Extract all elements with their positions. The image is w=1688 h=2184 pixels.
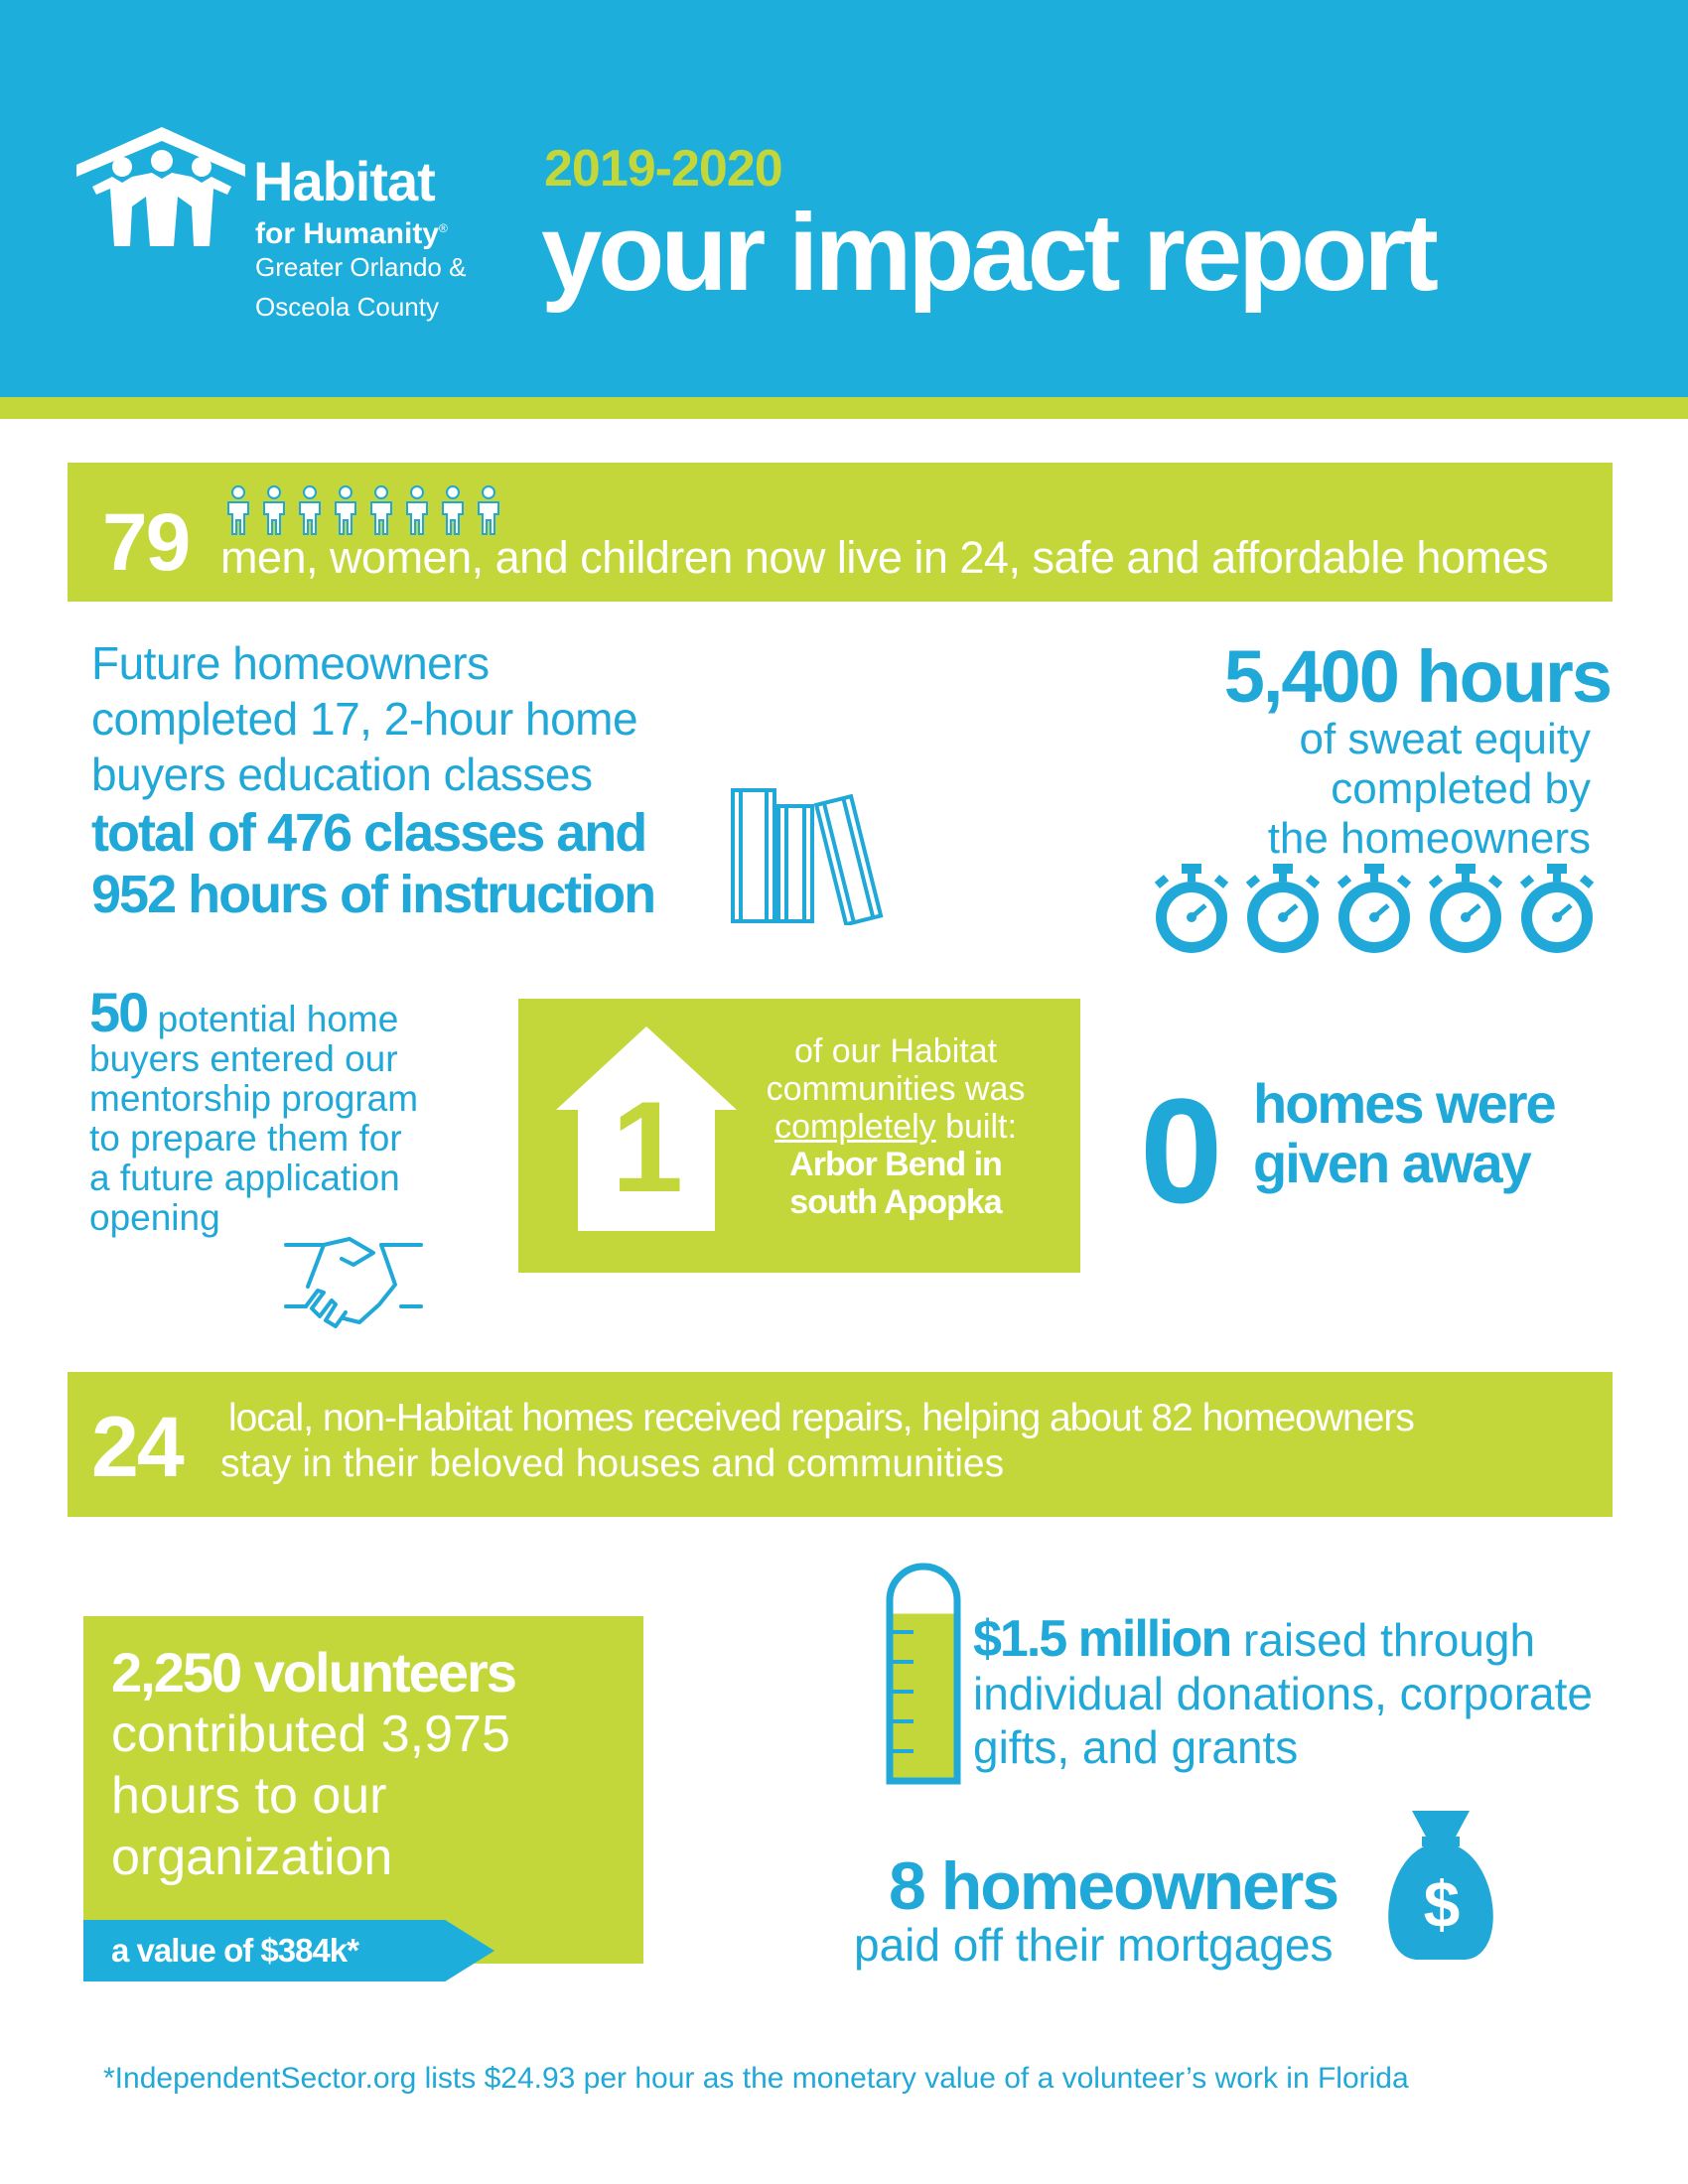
page-title: your impact report [541, 192, 1435, 314]
community-line1: of our Habitat [793, 1032, 998, 1070]
community-line3 [741, 1108, 1051, 1146]
header-stripe [0, 397, 1688, 419]
mentorship-line5: a future application [89, 1158, 400, 1198]
handshake-icon [284, 1229, 423, 1332]
logo-name: Habitat [253, 150, 435, 212]
mentorship-line4: to prepare them for [89, 1118, 402, 1159]
education-line4: total of 476 classes and [91, 803, 646, 863]
mentorship-text [89, 981, 419, 1238]
thermometer-icon [884, 1561, 963, 1789]
giveaway-line1: homes were [1253, 1072, 1555, 1135]
logo-tagline-text: for Humanity [255, 217, 440, 250]
community-line3-underlined: completely [774, 1108, 936, 1146]
fundraising-line2: individual donations, corporate [973, 1668, 1593, 1719]
sweat-equity-line3: the homeowners [1267, 814, 1591, 863]
mortgages-headline: 8 homeowners [889, 1848, 1338, 1924]
fundraising-line1-text: raised through [1230, 1614, 1536, 1666]
repairs-line1: local, non-Habitat homes received repairs, helping about 82 homeowners [228, 1397, 1414, 1439]
education-line3: buyers education classes [91, 749, 593, 800]
handshake-icon-wrap [284, 1229, 423, 1337]
fundraising-text [973, 1612, 1593, 1774]
mentorship-line1-text: potential home [157, 999, 399, 1039]
registered-mark: ® [439, 221, 448, 235]
families-text: men, women, and children now live in 24, safe and affordable homes [220, 532, 1548, 583]
logo-region-line2: Osceola County [255, 292, 439, 322]
people-row-icon [224, 484, 522, 536]
sweat-equity-line2: completed by [1331, 764, 1591, 813]
community-line3-rest: built: [935, 1108, 1017, 1146]
volunteers-line2: hours to our [111, 1767, 387, 1825]
logo-region-line1: Greater Orlando & [255, 252, 467, 282]
footnote: *IndependentSector.org lists $24.93 per hour as the monetary value of a volunteer’s work in Florida [103, 2062, 1409, 2095]
fundraising-line1 [973, 1612, 1593, 1667]
report-years: 2019-2020 [544, 140, 782, 198]
giveaway-line2: given away [1253, 1132, 1530, 1194]
community-line4: Arbor Bend in [789, 1146, 1002, 1183]
mentorship-line2: buyers entered our [89, 1038, 398, 1079]
education-line2: completed 17, 2-hour home [91, 693, 638, 745]
education-line5: 952 hours of instruction [91, 865, 655, 924]
community-line2: communities was [766, 1070, 1026, 1108]
stopwatch-row-icon [1152, 862, 1609, 957]
books-icon-wrap [723, 776, 902, 930]
community-number: 1 [611, 1074, 682, 1219]
volunteer-value-text: a value of $384k* [111, 1932, 358, 1969]
mentorship-line6: opening [89, 1197, 220, 1238]
money-bag-symbol: $ [1423, 1867, 1459, 1941]
mentorship-line3: mentorship program [89, 1078, 419, 1119]
families-number: 79 [102, 497, 190, 588]
stopwatch-icons [1152, 862, 1609, 962]
repairs-number: 24 [91, 1400, 183, 1495]
community-line5: south Apopka [789, 1183, 1002, 1221]
sweat-equity-headline: 5,400 hours [1223, 635, 1611, 718]
mentorship-line1 [89, 981, 418, 1043]
giveaway-text [1253, 1074, 1555, 1193]
volunteers-line1: contributed 3,975 [111, 1706, 510, 1763]
repairs-line2: stay in their beloved houses and communities [220, 1442, 1005, 1485]
fundraising-line3: gifts, and grants [973, 1721, 1299, 1773]
sweat-equity-text [1132, 715, 1591, 864]
logo-tagline [255, 212, 448, 250]
mortgages-text: paid off their mortgages [854, 1919, 1334, 1971]
education-line1: Future homeowners [91, 637, 490, 689]
giveaway-number: 0 [1140, 1067, 1221, 1234]
thermometer-icon-wrap [884, 1561, 963, 1794]
habitat-logo-icon [74, 127, 253, 251]
community-text [741, 1032, 1051, 1221]
sweat-equity-line1: of sweat equity [1299, 715, 1591, 763]
education-text [91, 635, 654, 925]
books-icon [723, 776, 902, 925]
volunteers-line3: organization [111, 1829, 393, 1886]
habitat-logo [74, 127, 253, 246]
mentorship-number: 50 [89, 981, 148, 1043]
thermometer-fill [890, 1614, 957, 1781]
volunteers-headline: 2,250 volunteers [111, 1641, 515, 1704]
fundraising-amount: $1.5 million [973, 1610, 1231, 1668]
volunteers-text [111, 1642, 515, 1888]
